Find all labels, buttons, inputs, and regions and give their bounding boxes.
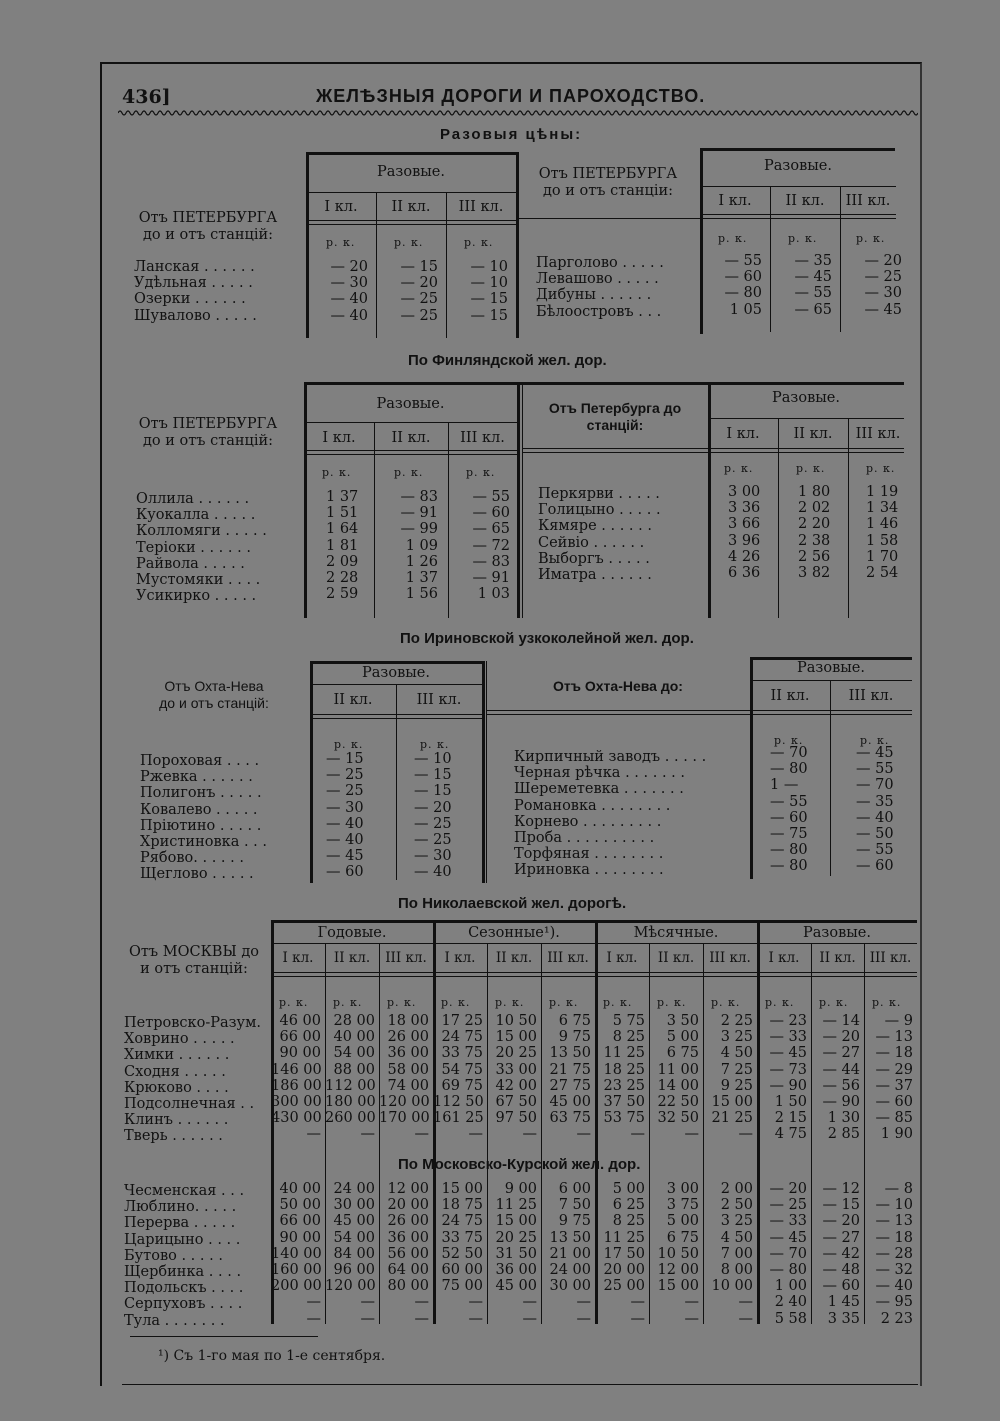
- s4-stations: Петровско-Разум. Ховрино . . . . . Химки . . . . . . Сходня . . . . . Крюково . . . . Подсолнечная . . Клинъ . . . . . . Тверь . . . . . .: [124, 1015, 261, 1145]
- s1-left-class: II кл.: [391, 199, 431, 215]
- s2-right-col3: 1 19 1 34 1 46 1 58 1 70 2 54: [866, 484, 899, 582]
- s4-data-column: 18 00 26 00 36 00 58 00 74 00 120 00 170 00 —: [379, 1013, 430, 1143]
- s1-rule: [700, 214, 896, 215]
- s3-left-group: Разовые.: [362, 665, 430, 681]
- bottom-rule: [122, 1384, 918, 1385]
- s5-data-column: 6 00 7 50 9 75 13 50 21 00 24 00 30 00 — —: [549, 1181, 591, 1327]
- s2-left-class: I кл.: [322, 430, 356, 446]
- s2-left-unit: р. к.: [322, 466, 352, 479]
- s2-right-class: II кл.: [793, 426, 833, 442]
- s3-top-rule-left: [310, 661, 482, 664]
- s4-data-column: 46 00 66 00 90 00 146 00 186 00 300 00 430 00 —: [271, 1013, 322, 1143]
- s5-data-column: 5 00 6 25 8 25 11 25 17 50 20 00 25 00 — —: [603, 1181, 645, 1327]
- s4-unit: р. к.: [441, 996, 471, 1009]
- s3-right-unit: р. к.: [860, 734, 890, 747]
- s1-left-unit: р. к.: [326, 236, 356, 249]
- s4-rule: [271, 972, 917, 973]
- section2-caption: По Финляндской жел. дор.: [408, 352, 607, 369]
- page-title: ЖЕЛѢЗНЫЯ ДОРОГИ И ПАРОХОДСТВО.: [316, 86, 706, 106]
- s2-left-col2: — 83 — 91 — 99 1 09 1 26 1 37 1 56: [400, 489, 438, 603]
- s3-right-col1: — 70 — 80 1 — — 55 — 60 — 75 — 80 — 80: [770, 745, 808, 875]
- s1-rule: [306, 224, 516, 225]
- s5-stations: Чесменская . . . Люблино. . . . . Перерва . . . . . Царицыно . . . . Бутово . . . . . Щербинка . . . . Подольскъ . . . . Серпуховъ . . . . Тула . . . . . . .: [124, 1183, 245, 1329]
- s1-rule: [700, 186, 896, 187]
- s4-unit: р. к.: [711, 996, 741, 1009]
- s3-right-class: III кл.: [848, 688, 894, 704]
- s2-left-stations: Оллила . . . . . . Куокалла . . . . . Колломяги . . . . . Теріоки . . . . . . Райвола . . . . . Мустомяки . . . . Усикирко . . . . .: [136, 491, 267, 605]
- s4-from-label: Отъ МОСКВЫ до и отъ станцій:: [129, 944, 259, 977]
- s2-left-class: II кл.: [391, 430, 431, 446]
- s5-data-column: — 8 — 10 — 13 — 18 — 28 — 32 — 40 — 95 2 23: [875, 1181, 913, 1327]
- s3-left-class: III кл.: [416, 692, 462, 708]
- s1-left-stations: Ланская . . . . . . Удѣльная . . . . . Озерки . . . . . . Шувалово . . . . .: [134, 259, 257, 324]
- s1-top-rule-right: [700, 148, 895, 151]
- s2-left-col3: — 55 — 60 — 65 — 72 — 83 — 91 1 03: [472, 489, 510, 603]
- section4-caption: По Николаевской жел. дорогѣ.: [398, 895, 627, 912]
- s4-unit: р. к.: [819, 996, 849, 1009]
- s3-right-from-label: Отъ Охта-Нева до:: [553, 678, 683, 694]
- s3-left-col2: — 10 — 15 — 15 — 20 — 25 — 25 — 30 — 40: [414, 751, 452, 881]
- s4-unit: р. к.: [549, 996, 579, 1009]
- s2-right-col2: 1 80 2 02 2 20 2 38 2 56 3 82: [798, 484, 831, 582]
- s4-unit: р. к.: [495, 996, 525, 1009]
- s4-data-column: — 23 — 33 — 45 — 73 — 90 1 50 2 15 4 75: [769, 1013, 807, 1143]
- s2-right-unit: р. к.: [796, 462, 826, 475]
- s2-right-unit: р. к.: [724, 462, 754, 475]
- s1-left-class: III кл.: [458, 199, 504, 215]
- s1-left-col3: — 10 — 10 — 15 — 15: [470, 259, 508, 324]
- s4-group: Разовые.: [803, 925, 871, 941]
- page-number: 436]: [122, 86, 171, 108]
- s4-class-header: I кл.: [606, 950, 638, 966]
- s5-data-column: 3 00 3 75 5 00 6 75 10 50 12 00 15 00 — —: [657, 1181, 699, 1327]
- s4-group: Сезонные¹).: [468, 925, 560, 941]
- s3-left-unit: р. к.: [334, 738, 364, 751]
- s3-left-unit: р. к.: [420, 738, 450, 751]
- s5-data-column: — 20 — 25 — 33 — 45 — 70 — 80 1 00 2 40 5 58: [769, 1181, 807, 1327]
- s1-right-unit: р. к.: [856, 232, 886, 245]
- s2-rule: [304, 450, 517, 451]
- s1-left-from-label: Отъ ПЕТЕРБУРГА до и отъ станцій:: [138, 210, 278, 243]
- s2-rule: [522, 452, 904, 453]
- s2-rule: [304, 422, 517, 423]
- s3-rule: [750, 680, 912, 681]
- s4-class-header: III кл.: [385, 950, 427, 966]
- s1-right-class: III кл.: [845, 193, 891, 209]
- s5-data-column: 12 00 20 00 26 00 36 00 56 00 64 00 80 00 — —: [387, 1181, 429, 1327]
- s4-rule: [271, 976, 917, 977]
- s3-left-col1: — 15 — 25 — 25 — 30 — 40 — 40 — 45 — 60: [326, 751, 364, 881]
- s1-left-class: I кл.: [324, 199, 358, 215]
- s4-unit: р. к.: [387, 996, 417, 1009]
- s5-data-column: 24 00 30 00 45 00 54 00 84 00 96 00 120 00 — —: [325, 1181, 376, 1327]
- s3-rule: [482, 661, 485, 883]
- s5-data-column: — 12 — 15 — 20 — 27 — 42 — 48 — 60 1 45 3 35: [822, 1181, 860, 1327]
- s5-data-column: 2 00 2 50 3 25 4 50 7 00 8 00 10 00 — —: [711, 1181, 753, 1327]
- s2-right-unit: р. к.: [866, 462, 896, 475]
- s4-top-rule: [271, 920, 917, 923]
- section1-caption: Разовыя цѣны:: [440, 126, 583, 143]
- s5-data-column: 40 00 50 00 66 00 90 00 140 00 160 00 200 00 — —: [271, 1181, 322, 1327]
- s4-unit: р. к.: [603, 996, 633, 1009]
- s1-right-stations: Парголово . . . . . Левашово . . . . . Дибуны . . . . . . Бѣлоостровъ . . .: [536, 255, 664, 320]
- s1-left-col2: — 15 — 20 — 25 — 25: [400, 259, 438, 324]
- s2-left-unit: р. к.: [466, 466, 496, 479]
- s2-right-col1: 3 00 3 36 3 66 3 96 4 26 6 36: [728, 484, 761, 582]
- s4-data-column: 28 00 40 00 54 00 88 00 112 00 180 00 260 00 —: [325, 1013, 376, 1143]
- s4-class-header: I кл.: [282, 950, 314, 966]
- s4-class-header: II кл.: [819, 950, 856, 966]
- s1-left-group: Разовые.: [377, 164, 445, 180]
- s5-data-column: 15 00 18 75 24 75 33 75 52 50 60 00 75 00 — —: [441, 1181, 483, 1327]
- footnote: ¹) Съ 1-го мая по 1-е сентября.: [158, 1348, 386, 1364]
- s4-data-column: 6 75 9 75 13 50 21 75 27 75 45 00 63 75 —: [549, 1013, 591, 1143]
- s1-right-col1: — 55 — 60 — 80 1 05: [724, 253, 762, 318]
- s1-left-unit: р. к.: [394, 236, 424, 249]
- s1-right-from-label: Отъ ПЕТЕРБУРГА до и отъ станціи:: [538, 166, 678, 199]
- s3-rule: [310, 714, 482, 715]
- s3-rule: [486, 714, 912, 715]
- s2-right-class: I кл.: [726, 426, 760, 442]
- s1-right-col3: — 20 — 25 — 30 — 45: [864, 253, 902, 318]
- s1-rule: [306, 192, 516, 193]
- s4-unit: р. к.: [765, 996, 795, 1009]
- s2-left-from-label: Отъ ПЕТЕРБУРГА до и отъ станцій:: [138, 416, 278, 449]
- s4-data-column: 10 50 15 00 20 25 33 00 42 00 67 50 97 50 —: [495, 1013, 537, 1143]
- s3-rule: [486, 710, 912, 711]
- s4-class-header: II кл.: [657, 950, 695, 966]
- s4-class-header: III кл.: [869, 950, 912, 966]
- s4-class-header: III кл.: [547, 950, 589, 966]
- s2-rule: [304, 454, 517, 455]
- s3-rule: [310, 684, 482, 685]
- s2-left-class: III кл.: [460, 430, 505, 446]
- s1-right-col2: — 35 — 45 — 55 — 65: [794, 253, 832, 318]
- s4-unit: р. к.: [333, 996, 363, 1009]
- s1-right-class: I кл.: [718, 193, 752, 209]
- s4-data-column: 3 50 5 00 6 75 11 00 14 00 22 50 32 50 —: [657, 1013, 699, 1143]
- s2-right-from-label: Отъ Петербурга до станцій:: [548, 400, 682, 433]
- s2-right-class: III кл.: [855, 426, 901, 442]
- footnote-rule: [130, 1336, 318, 1337]
- s4-data-column: 5 75 8 25 11 25 18 25 23 25 37 50 53 75 —: [603, 1013, 645, 1143]
- s4-group: Мѣсячные.: [633, 925, 719, 941]
- s4-unit: р. к.: [279, 996, 309, 1009]
- s3-rule: [486, 661, 487, 883]
- s1-left-col1: — 20 — 30 — 40 — 40: [330, 259, 368, 324]
- s2-right-stations: Перкярви . . . . . Голицыно . . . . . Кямяре . . . . . . Сейвіо . . . . . . Выборгъ . . . . . Иматра . . . . . .: [538, 486, 661, 584]
- s1-right-group: Разовые.: [764, 158, 832, 174]
- wavy-rule: [118, 108, 918, 118]
- s2-right-group: Разовые.: [772, 390, 840, 406]
- section5-caption: По Московско-Курской жел. дор.: [398, 1156, 641, 1173]
- s2-left-group: Разовые.: [376, 396, 445, 412]
- s4-rule: [271, 943, 917, 944]
- s3-rule: [310, 718, 482, 719]
- s2-rule: [522, 448, 904, 449]
- s4-unit: р. к.: [872, 996, 902, 1009]
- section3-caption: По Ириновской узкоколейной жел. дор.: [400, 630, 694, 647]
- s3-left-class: II кл.: [333, 692, 373, 708]
- s4-data-column: 2 25 3 25 4 50 7 25 9 25 15 00 21 25 —: [711, 1013, 753, 1143]
- s2-top-rule: [304, 382, 904, 385]
- s2-rule: [304, 382, 307, 618]
- s2-left-col1: 1 37 1 51 1 64 1 81 2 09 2 28 2 59: [326, 489, 359, 603]
- s4-group: Годовые.: [317, 925, 387, 941]
- s1-right-unit: р. к.: [718, 232, 748, 245]
- s3-right-group: Разовые.: [797, 660, 865, 676]
- s4-class-header: I кл.: [444, 950, 476, 966]
- s4-class-header: I кл.: [768, 950, 800, 966]
- s4-class-header: II кл.: [495, 950, 533, 966]
- s4-class-header: III кл.: [709, 950, 751, 966]
- s4-class-header: II кл.: [333, 950, 371, 966]
- s3-right-class: II кл.: [770, 688, 810, 704]
- s4-data-column: — 9 — 13 — 18 — 29 — 37 — 60 — 85 1 90: [875, 1013, 913, 1143]
- s3-right-stations: Кирпичный заводъ . . . . . Черная рѣчка . . . . . . . Шереметевка . . . . . . . Романовка . . . . . . . . Корнево . . . . . . . . . Проба . . . . . . . . . . Торфяная . . . . . . . . Ириновка . . . . . . . .: [514, 749, 707, 879]
- s5-data-column: 9 00 11 25 15 00 20 25 31 50 36 00 45 00 — —: [495, 1181, 537, 1327]
- s4-unit: р. к.: [657, 996, 687, 1009]
- s2-left-unit: р. к.: [394, 466, 424, 479]
- s2-rule: [708, 418, 904, 419]
- s1-top-rule-left: [306, 152, 516, 155]
- s1-rule: [516, 218, 896, 219]
- s3-right-unit: р. к.: [774, 734, 804, 747]
- s3-left-stations: Пороховая . . . . Ржевка . . . . . . Полигонъ . . . . . Ковалево . . . . . Пріютино . . . . . Христиновка . . . Рябово. . . . . . Щеглово . . . . .: [140, 753, 267, 883]
- s4-data-column: — 14 — 20 — 27 — 44 — 56 — 90 1 30 2 85: [822, 1013, 860, 1143]
- s1-left-unit: р. к.: [464, 236, 494, 249]
- s3-left-from-label: Отъ Охта-Нева до и отъ станцій:: [159, 678, 269, 711]
- s1-right-class: II кл.: [785, 193, 825, 209]
- s2-rule: [517, 382, 520, 618]
- s1-rule: [306, 220, 516, 221]
- s4-data-column: 17 25 24 75 33 75 54 75 69 75 112 50 161 25 —: [433, 1013, 484, 1143]
- s3-right-col2: — 45 — 55 — 70 — 35 — 40 — 50 — 55 — 60: [856, 745, 894, 875]
- s1-right-unit: р. к.: [788, 232, 818, 245]
